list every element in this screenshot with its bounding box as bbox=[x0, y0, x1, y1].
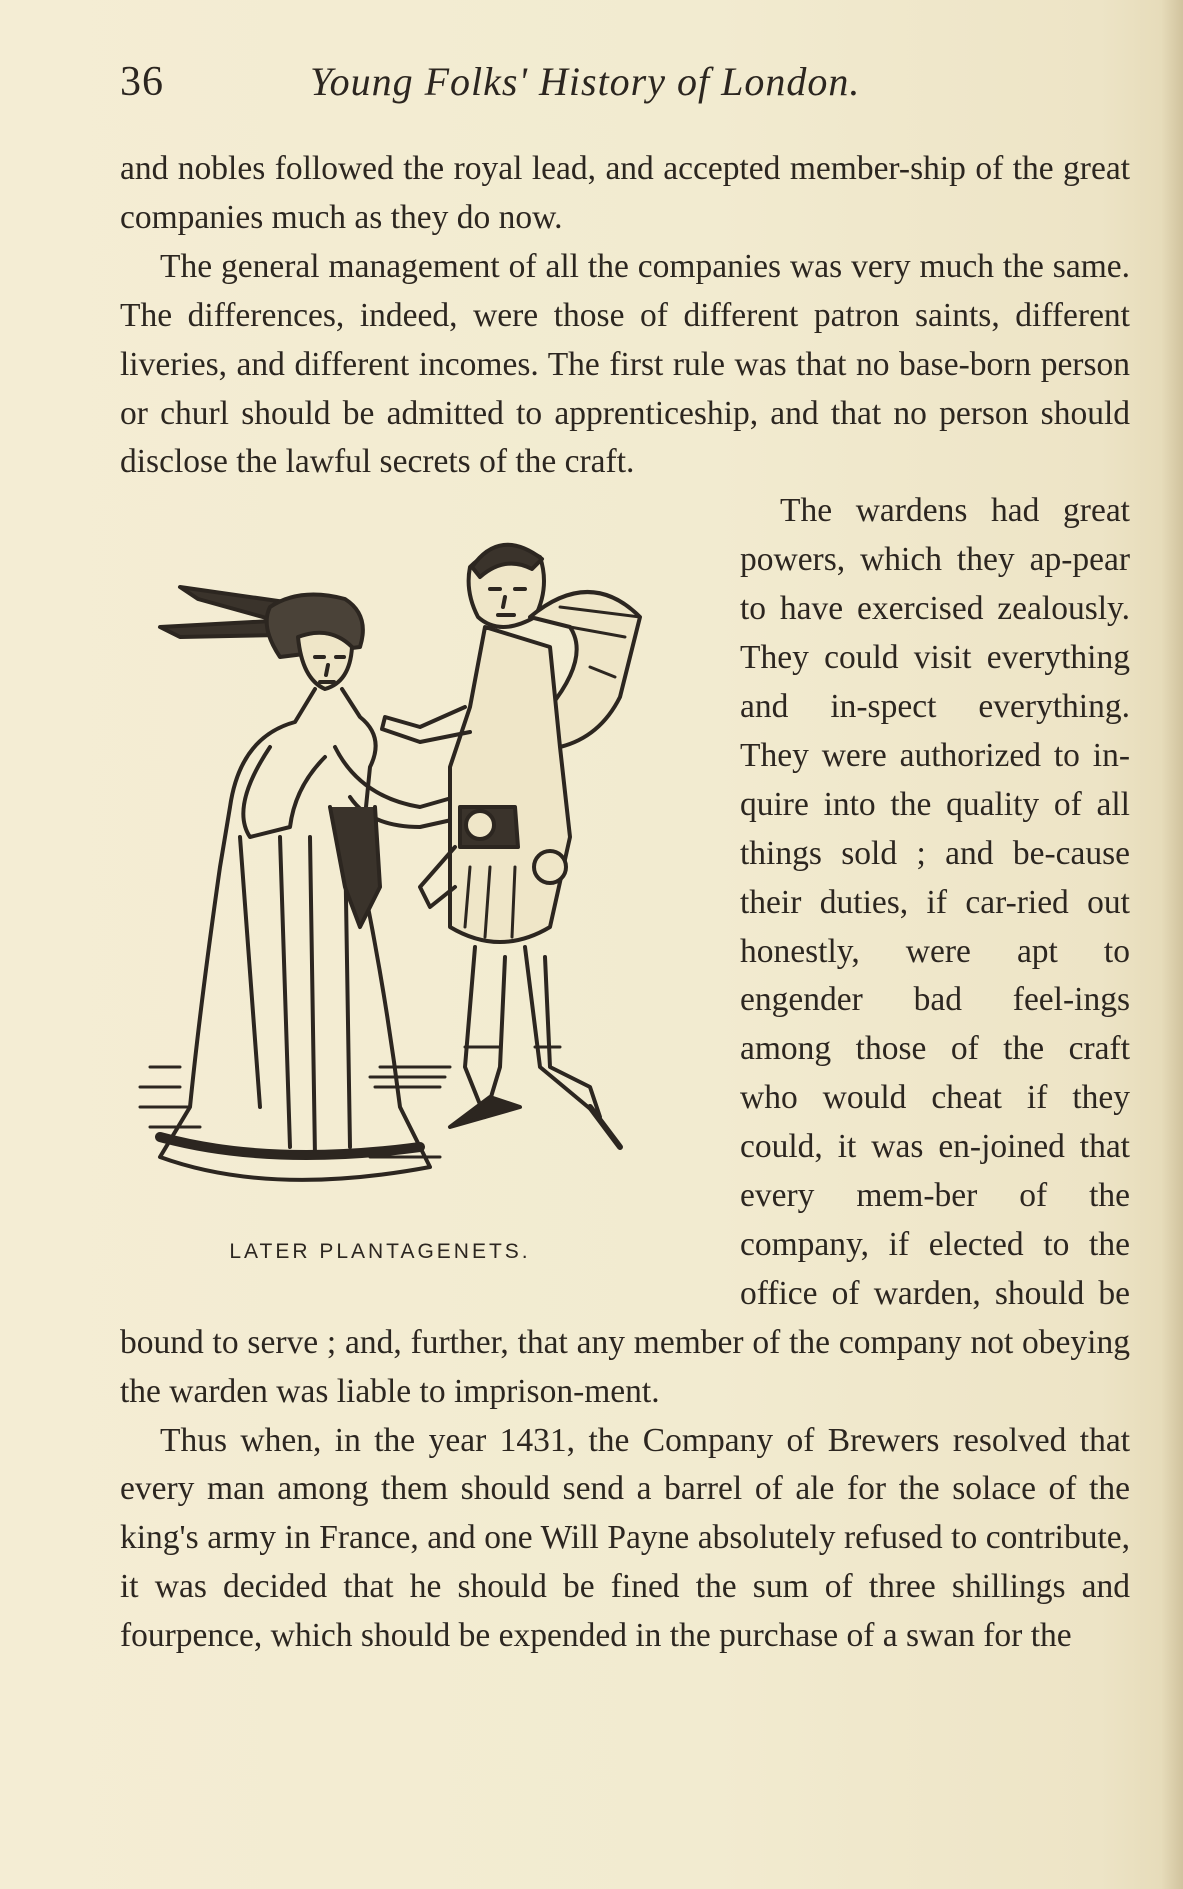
paragraph-3: The wardens had great powers, which they ap-pear to have exercised zealously. They could visit everything and in-spect everything. They were authorized to in-quire into the quality of all things sold ; and be-cause their duties, if car-ried out honestly, were apt to engender bad feel-ings among those of the craft who would cheat if they could, it was en-joined that every mem-ber of the company, if elected to the office of warden, should be bound to serve ; and, further, that any member of the company not obeying the warden was liable to imprison-ment. bbox=[120, 492, 1130, 1410]
running-header bbox=[120, 50, 1130, 110]
running-title: Young Folks' History of London. bbox=[310, 59, 861, 104]
woodcut-illustration bbox=[120, 507, 680, 1227]
figure-plantagenets bbox=[120, 491, 720, 1281]
page-number: 36 bbox=[120, 59, 164, 105]
body-text bbox=[120, 145, 1130, 1661]
paragraph-2: The general management of all the companies was very much the same. The differences, indeed, were those of different patron saints, different liveries, and different incomes. The first rule was that no base-born person or churl should be admitted to apprenticeship, and that no person should disclose the lawful secrets of the craft. bbox=[120, 247, 1130, 481]
page-gutter-shadow bbox=[1161, 0, 1183, 1889]
paragraph-4: Thus when, in the year 1431, the Company of Brewers resolved that every man among them should send a barrel of ale for the solace of the king's army in France, and one Will Payne absolutely refused to contribute, it was decided that he should be fined the sum of three shillings and fourpence, which should be expended in the purchase of a swan for the bbox=[120, 1421, 1130, 1655]
paragraph-1: and nobles followed the royal lead, and accepted member-ship of the great companies much as they do now. bbox=[120, 150, 1130, 236]
figure-caption: LATER PLANTAGENETS. bbox=[229, 1240, 531, 1263]
